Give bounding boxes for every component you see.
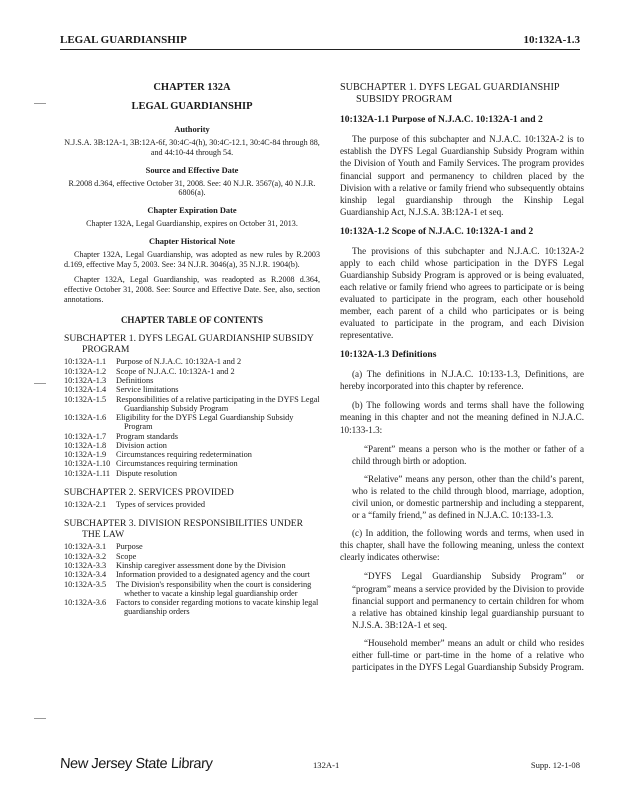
toc-row-title: Purpose [116, 542, 143, 552]
toc-row [64, 441, 320, 450]
toc-row-number: 10:132A-1.2 [64, 366, 107, 376]
toc-row [64, 469, 320, 478]
toc-row [64, 561, 320, 570]
toc-row [64, 413, 320, 432]
toc-row-number: 10:132A-2.1 [64, 500, 107, 510]
header-title: LEGAL GUARDIANSHIP [60, 34, 187, 46]
toc-subchapter-1-list [64, 357, 320, 478]
right-column [340, 74, 584, 679]
toc-row-title: Kinship caregiver assessment done by the Division [116, 560, 286, 570]
left-column [64, 74, 320, 617]
toc-row-title: Service limitations [116, 385, 179, 395]
toc-row [64, 432, 320, 441]
page-number: 132A-1 [313, 760, 340, 770]
source-text: R.2008 d.364, effective October 31, 2008. See: 40 N.J.R. 3567(a), 40 N.J.R. 6806(a). [68, 178, 316, 198]
toc-row-number: 10:132A-1.7 [64, 431, 107, 441]
section-text-1-2: The provisions of this subchapter and N.J.A.C. 10:132A-2 apply to each child whose participation in the DYFS Legal Guardianship Subsidy Program is approved or is being evaluated, each relative or family friend who agrees to participate or is being evaluated to participate in the program, each other household member, each parent of a child who participates or is being evaluated to participate in the program, and each Division representative. [340, 245, 584, 341]
toc-row-number: 10:132A-1.3 [64, 375, 107, 385]
toc-row [64, 500, 320, 509]
toc-row-title: Circumstances requiring redetermination [116, 450, 252, 460]
toc-row-title: Purpose of N.J.A.C. 10:132A-1 and 2 [116, 357, 242, 367]
toc-row-title: Eligibility for the DYFS Legal Guardianship Subsidy Program [116, 413, 294, 432]
toc-row-number: 10:132A-3.3 [64, 560, 107, 570]
expiration-text: Chapter 132A, Legal Guardianship, expires on October 31, 2013. [86, 219, 298, 229]
toc-row-number: 10:132A-1.1 [64, 357, 107, 367]
toc-row-number: 10:132A-3.6 [64, 598, 107, 608]
toc-row-title: Responsibilities of a relative participating in the DYFS Legal Guardianship Subsidy Program [116, 394, 320, 413]
toc-subchapter-3-title: SUBCHAPTER 3. DIVISION RESPONSIBILITIES UNDER THE LAW [64, 518, 304, 541]
toc-subchapter-3-list [64, 542, 320, 616]
toc-row-title: Program standards [116, 431, 178, 441]
history-note-1: Chapter 132A, Legal Guardianship, was adopted as new rules by R.2003 d.169, effective May 5, 2003. See: 34 N.J.R. 3046(a), 35 N.J.R. 1904(b). [64, 250, 320, 269]
toc-row [64, 598, 320, 617]
toc-subchapter-2-list [64, 500, 320, 509]
toc-row [64, 459, 320, 468]
toc-row-title: The Division's responsibility when the court is considering whether to vacate a kinship legal guardianship order [116, 579, 312, 598]
toc-row-number: 10:132A-3.1 [64, 542, 107, 552]
authority-heading: Authority [174, 125, 210, 135]
definitions-paragraph-b: (b) The following words and terms shall have the following meaning in this chapter and not the meaning defined in N.J.A.C. 10:133-1.3: [340, 400, 584, 435]
toc-row [64, 376, 320, 385]
toc-subchapter-2-title: SUBCHAPTER 2. SERVICES PROVIDED [64, 487, 234, 499]
toc-row [64, 367, 320, 376]
toc-row-title: Types of services provided [116, 500, 206, 510]
supplement-date: Supp. 12-1-08 [530, 760, 580, 770]
toc-row-number: 10:132A-1.11 [64, 468, 111, 478]
chapter-number: CHAPTER 132A [153, 82, 231, 93]
authority-text: N.J.S.A. 3B:12A-1, 3B:12A-6f, 30:4C-4(h), 30:4C-12.1, 30:4C-84 through 88, and 44:10-44 through 54. [64, 138, 320, 157]
toc-row-number: 10:132A-1.5 [64, 394, 107, 404]
toc-row [64, 395, 320, 414]
expiration-heading: Chapter Expiration Date [147, 206, 237, 216]
definitions-paragraph-c: (c) In addition, the following words and terms, when used in this chapter, shall have the following meaning, unless the context clearly indicates otherwise: [340, 528, 584, 563]
definitions-paragraph-a: (a) The definitions in N.J.A.C. 10:133-1.3, Definitions, are hereby incorporated into this chapter by reference. [340, 369, 584, 392]
toc-row-title: Scope [116, 551, 137, 561]
toc-row-number: 10:132A-1.10 [64, 459, 111, 469]
header-rule [60, 49, 580, 50]
toc-heading: CHAPTER TABLE OF CONTENTS [120, 314, 264, 325]
definition-dyfs-program: “DYFS Legal Guardianship Subsidy Program” or “program” means a service provided by the Division to provide financial support and permanency to certain children for whom a relative has obtained kinship legal guardianship pursuant to N.J.S.A. 3B:12A-1 et seq. [352, 571, 584, 630]
library-stamp: New Jersey State Library [59, 756, 213, 772]
header-section-number: 10:132A-1.3 [523, 34, 580, 46]
toc-row-title: Information provided to a designated agency and the court [116, 570, 310, 580]
running-header [60, 34, 580, 46]
toc-row-title: Factors to consider regarding motions to vacate kinship legal guardianship orders [116, 598, 319, 617]
toc-row-title: Dispute resolution [116, 468, 178, 478]
subchapter-heading: SUBCHAPTER 1. DYFS LEGAL GUARDIANSHIP SUBSIDY PROGRAM [340, 82, 560, 106]
toc-row [64, 357, 320, 366]
toc-row-title: Division action [116, 440, 167, 450]
toc-row-number: 10:132A-1.8 [64, 440, 107, 450]
toc-row-number: 10:132A-1.6 [64, 413, 107, 423]
toc-row [64, 580, 320, 599]
chapter-title: LEGAL GUARDIANSHIP [131, 100, 253, 112]
history-heading: Chapter Historical Note [149, 236, 235, 246]
section-heading-1-2: 10:132A-1.2 Scope of N.J.A.C. 10:132A-1 and 2 [340, 225, 534, 237]
section-heading-1-3: 10:132A-1.3 Definitions [340, 349, 437, 361]
toc-row-title: Definitions [116, 375, 154, 385]
toc-row-number: 10:132A-1.4 [64, 385, 107, 395]
definition-household-member: “Household member” means an adult or child who resides either full-time or part-time in the home of a relative who participates in the DYFS Legal Guardianship Subsidy Program. [352, 637, 584, 673]
toc-row [64, 385, 320, 394]
definition-relative: “Relative” means any person, other than the child’s parent, who is related to the child through blood, marriage, adoption, civil union, or domestic partnership and including a stepparent, or a “family friend,” as defined in N.J.A.C. 10:133-1.3. [352, 473, 584, 521]
toc-row-number: 10:132A-1.9 [64, 450, 107, 460]
margin-mark [34, 103, 46, 104]
toc-row [64, 450, 320, 459]
toc-row-number: 10:132A-3.4 [64, 570, 107, 580]
history-note-2: Chapter 132A, Legal Guardianship, was readopted as R.2008 d.364, effective October 31, 2008. See: Source and Effective Date. See, also, section annotations. [64, 275, 320, 304]
source-heading: Source and Effective Date [145, 165, 239, 175]
margin-mark [34, 383, 46, 384]
definition-parent: “Parent” means a person who is the mother or father of a child through birth or adoption. [352, 443, 584, 466]
toc-row [64, 542, 320, 551]
section-heading-1-1: 10:132A-1.1 Purpose of N.J.A.C. 10:132A-1 and 2 [340, 114, 543, 126]
margin-mark [34, 718, 46, 719]
toc-row-number: 10:132A-3.2 [64, 551, 107, 561]
toc-row [64, 552, 320, 561]
toc-subchapter-1-title: SUBCHAPTER 1. DYFS LEGAL GUARDIANSHIP SUBSIDY PROGRAM [64, 333, 314, 356]
section-text-1-1: The purpose of this subchapter and N.J.A.C. 10:132A-2 is to establish the DYFS Legal Guardianship Subsidy Program within the Division of Youth and Family Services. The program provides financial support and permanency to children placed by the Division with a relative or family friend who subsequently obtains kinship legal guardianship through the Kinship Legal Guardianship Act, N.J.S.A. 3B:12A-1 et seq. [340, 134, 584, 217]
toc-row-number: 10:132A-3.5 [64, 579, 107, 589]
toc-row-title: Circumstances requiring termination [116, 459, 238, 469]
toc-row-title: Scope of N.J.A.C. 10:132A-1 and 2 [116, 366, 235, 376]
toc-row [64, 570, 320, 579]
